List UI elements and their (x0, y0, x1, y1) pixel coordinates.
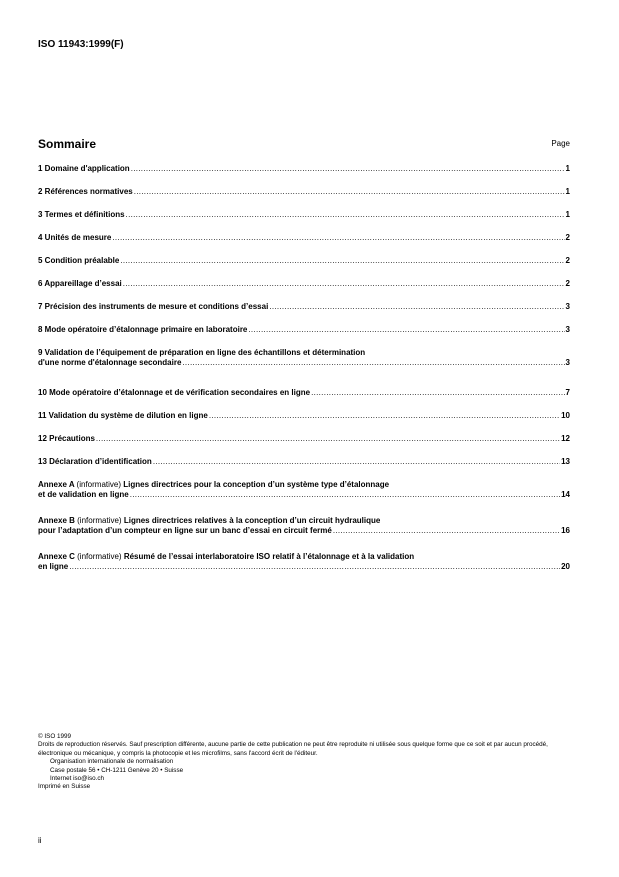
toc-entry-title: 13 Déclaration d’identification (38, 457, 152, 466)
copyright-footer (38, 733, 578, 792)
toc-entry-title: d'une norme d'étalonnage secondaire (38, 358, 182, 367)
toc-entry[interactable] (38, 388, 570, 398)
toc-entry-title: 12 Précautions (38, 434, 95, 443)
document-id: ISO 11943:1999(F) (38, 39, 124, 50)
toc-entry-title: 6 Appareillage d’essai (38, 279, 122, 288)
toc-entry-page: 3 (565, 358, 570, 367)
copyright-line: © ISO 1999 (38, 733, 71, 740)
dot-leader (182, 358, 564, 368)
toc-entry-page: 14 (561, 490, 570, 499)
toc-entry-title: 4 Unités de mesure (38, 233, 112, 242)
internet-contact: Internet iso@iso.ch (50, 775, 104, 783)
toc-entry[interactable] (38, 411, 570, 421)
dot-leader (311, 388, 564, 398)
dot-leader (209, 411, 560, 421)
toc-entry[interactable] (38, 434, 570, 444)
toc-entry-page: 12 (561, 434, 570, 443)
toc-entry-title: 11 Validation du système de dilution en ligne (38, 411, 208, 420)
toc-entry[interactable] (38, 187, 570, 197)
toc-entry[interactable] (38, 233, 570, 243)
toc-entry[interactable] (38, 516, 570, 536)
toc-entry[interactable] (38, 164, 570, 174)
toc-entry-title: 1 Domaine d'application (38, 164, 130, 173)
toc-entry-page: 3 (565, 302, 570, 311)
rights-statement: Droits de reproduction réservés. Sauf prescription différente, aucune partie de cette publication ne peut être reproduite ni utilisée sous quelque forme que ce soit et par aucun procédé, électronique ou mécanique, y compris la photocopie et les microfilms, sans l'accord écrit de l'éditeur. (38, 741, 548, 757)
toc-entry-title: 7 Précision des instruments de mesure et conditions d’essai (38, 302, 269, 311)
page-number: ii (38, 836, 42, 845)
toc-entry-page: 13 (561, 457, 570, 466)
dot-leader (131, 164, 565, 174)
toc-entry[interactable] (38, 457, 570, 467)
toc-entry-title: 8 Mode opératoire d’étalonnage primaire en laboratoire (38, 325, 248, 334)
annex-label: Annexe B (38, 516, 75, 525)
dot-leader (69, 562, 560, 572)
annex-label: Annexe C (38, 552, 75, 561)
toc-entry[interactable] (38, 302, 570, 312)
annex-note: (informative) (77, 552, 122, 561)
dot-leader (96, 434, 560, 444)
organisation-name: Organisation internationale de normalisation (50, 758, 174, 766)
toc-entry-page: 10 (561, 411, 570, 420)
toc-entry-page: 2 (565, 279, 570, 288)
dot-leader (153, 457, 560, 467)
dot-leader (123, 279, 565, 289)
dot-leader (112, 233, 564, 243)
toc-entry-page: 3 (565, 325, 570, 334)
toc-entry[interactable] (38, 348, 570, 368)
toc-header (38, 137, 570, 151)
annex-label: Annexe A (38, 480, 75, 489)
toc-entry[interactable] (38, 552, 570, 572)
toc-entry-page: 20 (561, 562, 570, 571)
toc-entry[interactable] (38, 279, 570, 289)
annex-note: (informative) (77, 516, 122, 525)
toc-entry-page: 2 (565, 256, 570, 265)
toc-entry-title: 3 Termes et définitions (38, 210, 125, 219)
toc-entry-title: et de validation en ligne (38, 490, 129, 499)
toc-title: Sommaire (38, 137, 97, 151)
toc-entry-title: 5 Condition préalable (38, 256, 120, 265)
toc-entry[interactable] (38, 210, 570, 220)
toc-entry-title: en ligne (38, 562, 69, 571)
dot-leader (126, 210, 565, 220)
toc-entry[interactable] (38, 325, 570, 335)
toc-entry[interactable] (38, 256, 570, 266)
toc-entry-title-line1: 9 Validation de l’équipement de préparation en ligne des échantillons et détermination (38, 348, 366, 357)
printed-in: Imprimé en Suisse (38, 783, 91, 791)
dot-leader (130, 490, 560, 500)
toc-entry-page: 1 (565, 187, 570, 196)
toc-entry-page: 1 (565, 210, 570, 219)
toc-entry-title-line1: Lignes directrices relatives à la conception d’un circuit hydraulique (123, 516, 381, 525)
dot-leader (134, 187, 565, 197)
toc-entry-page: 16 (561, 526, 570, 535)
toc-entry-title: 10 Mode opératoire d’étalonnage et de vérification secondaires en ligne (38, 388, 311, 397)
toc-entry-page: 1 (565, 164, 570, 173)
dot-leader (120, 256, 564, 266)
toc-entry[interactable] (38, 480, 570, 500)
toc-entry-title: 2 Références normatives (38, 187, 133, 196)
annex-note: (informative) (76, 480, 121, 489)
dot-leader (248, 325, 564, 335)
toc-entry-title-line1: Lignes directrices pour la conception d’un système type d’étalonnage (123, 480, 390, 489)
toc-entry-page: 2 (565, 233, 570, 242)
dot-leader (333, 526, 560, 536)
toc-entry-title: pour l’adaptation d’un compteur en ligne sur un banc d’essai en circuit fermé (38, 526, 332, 535)
dot-leader (269, 302, 564, 312)
postal-address: Case postale 56 • CH-1211 Genève 20 • Suisse (50, 766, 184, 774)
toc-page-label: Page (551, 139, 570, 148)
toc-entry-title-line1: Résumé de l’essai interlaboratoire ISO relatif à l’étalonnage et à la validation (123, 552, 415, 561)
toc-entry-page: 7 (565, 388, 570, 397)
